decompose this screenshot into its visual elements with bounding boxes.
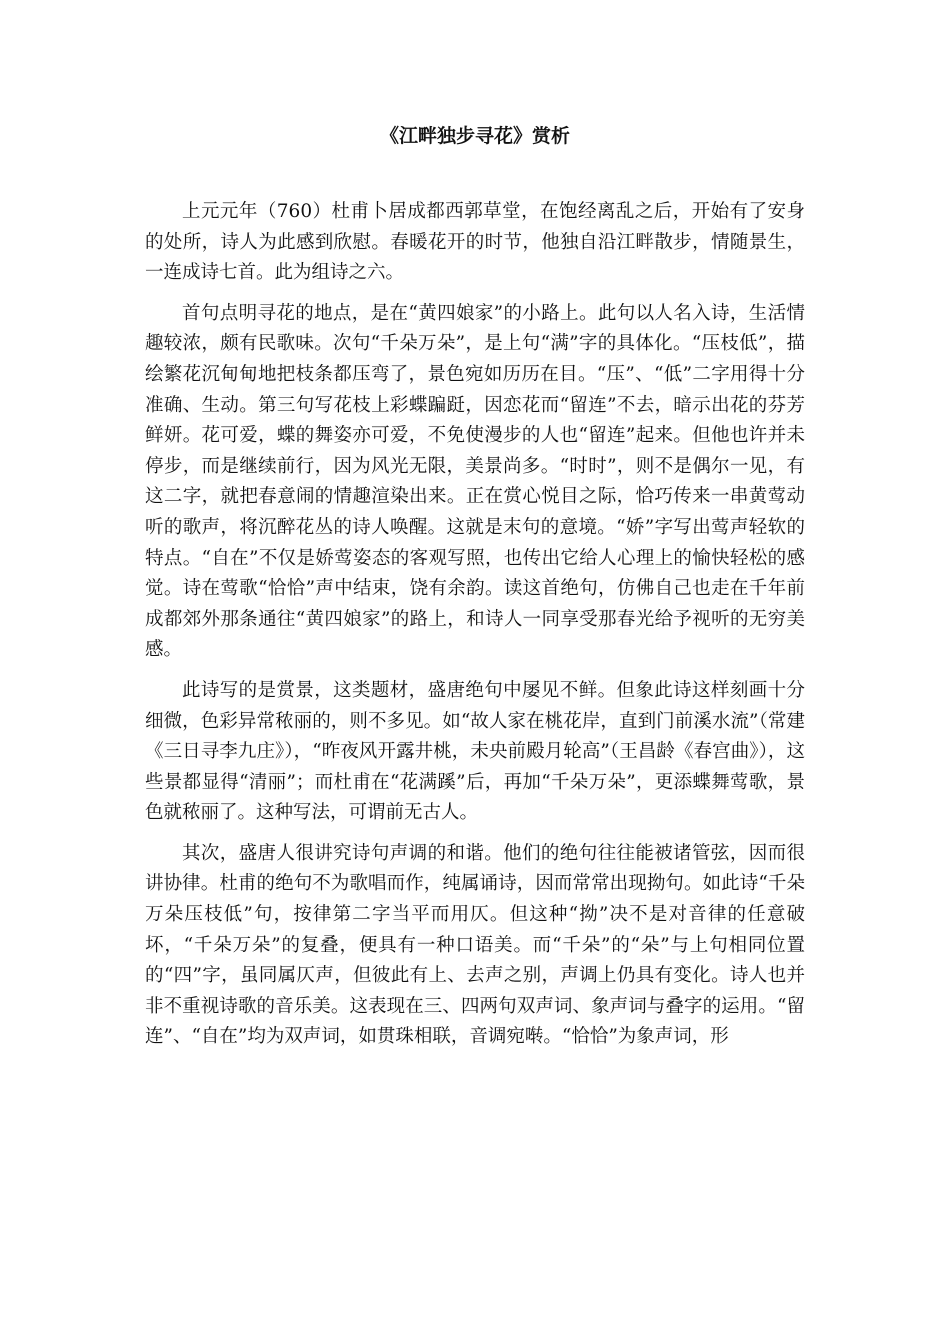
paragraph: 上元元年（760）杜甫卜居成都西郭草堂，在饱经离乱之后，开始有了安身的处所，诗人为此感到欣慰。春暖花开的时节，他独自沿江畔散步，情随景生，一连成诗七首。此为组诗之六。 [145, 201, 805, 284]
paragraph: 其次，盛唐人很讲究诗句声调的和谐。他们的绝句往往能被诸管弦，因而很讲协律。杜甫的绝句不为歌唱而作，纯属诵诗，因而常常出现拗句。如此诗“千朵万朵压枝低”句，按律第二字当平而用仄。但这种“拗”决不是对音律的任意破坏，“千朵万朵”的复叠，便具有一种口语美。而“千朵”的“朵”与上句相同位置的“四”字，虽同属仄声，但彼此有上、去声之别，声调上仍具有变化。诗人也并非不重视诗歌的音乐美。这表现在三、四两句双声词、象声词与叠字的运用。“留连”、“自在”均为双声词，如贯珠相联，音调宛啭。“恰恰”为象声词，形 [145, 842, 805, 1048]
paragraph: 首句点明寻花的地点，是在“黄四娘家”的小路上。此句以人名入诗，生活情趣较浓，颇有民歌味。次句“千朵万朵”，是上句“满”字的具体化。“压枝低”，描绘繁花沉甸甸地把枝条都压弯了，景色宛如历历在目。“压”、“低”二字用得十分准确、生动。第三句写花枝上彩蝶蹁跹，因恋花而“留连”不去，暗示出花的芬芳鲜妍。花可爱，蝶的舞姿亦可爱，不免使漫步的人也“留连”起来。但他也许并未停步，而是继续前行，因为风光无限，美景尚多。“时时”，则不是偶尔一见，有这二字，就把春意闹的情趣渲染出来。正在赏心悦目之际，恰巧传来一串黄莺动听的歌声，将沉醉花丛的诗人唤醒。这就是末句的意境。“娇”字写出莺声轻软的特点。“自在”不仅是娇莺姿态的客观写照，也传出它给人心理上的愉快轻松的感觉。诗在莺歌“恰恰”声中结束，饶有余韵。读这首绝句，仿佛自己也走在千年前成都郊外那条通往“黄四娘家”的路上，和诗人一同享受那春光给予视听的无穷美感。 [145, 302, 805, 661]
document-body [145, 197, 805, 1053]
document-title: 《江畔独步寻花》赏析 [379, 125, 570, 147]
paragraph: 此诗写的是赏景，这类题材，盛唐绝句中屡见不鲜。但象此诗这样刻画十分细微，色彩异常秾丽的，则不多见。如“故人家在桃花岸，直到门前溪水流”（常建《三日寻李九庄》），“昨夜风开露井桃，未央前殿月轮高”（王昌龄《春宫曲》），这些景都显得“清丽”；而杜甫在“花满蹊”后，再加“千朵万朵”，更添蝶舞莺歌，景色就秾丽了。这种写法，可谓前无古人。 [145, 679, 805, 824]
